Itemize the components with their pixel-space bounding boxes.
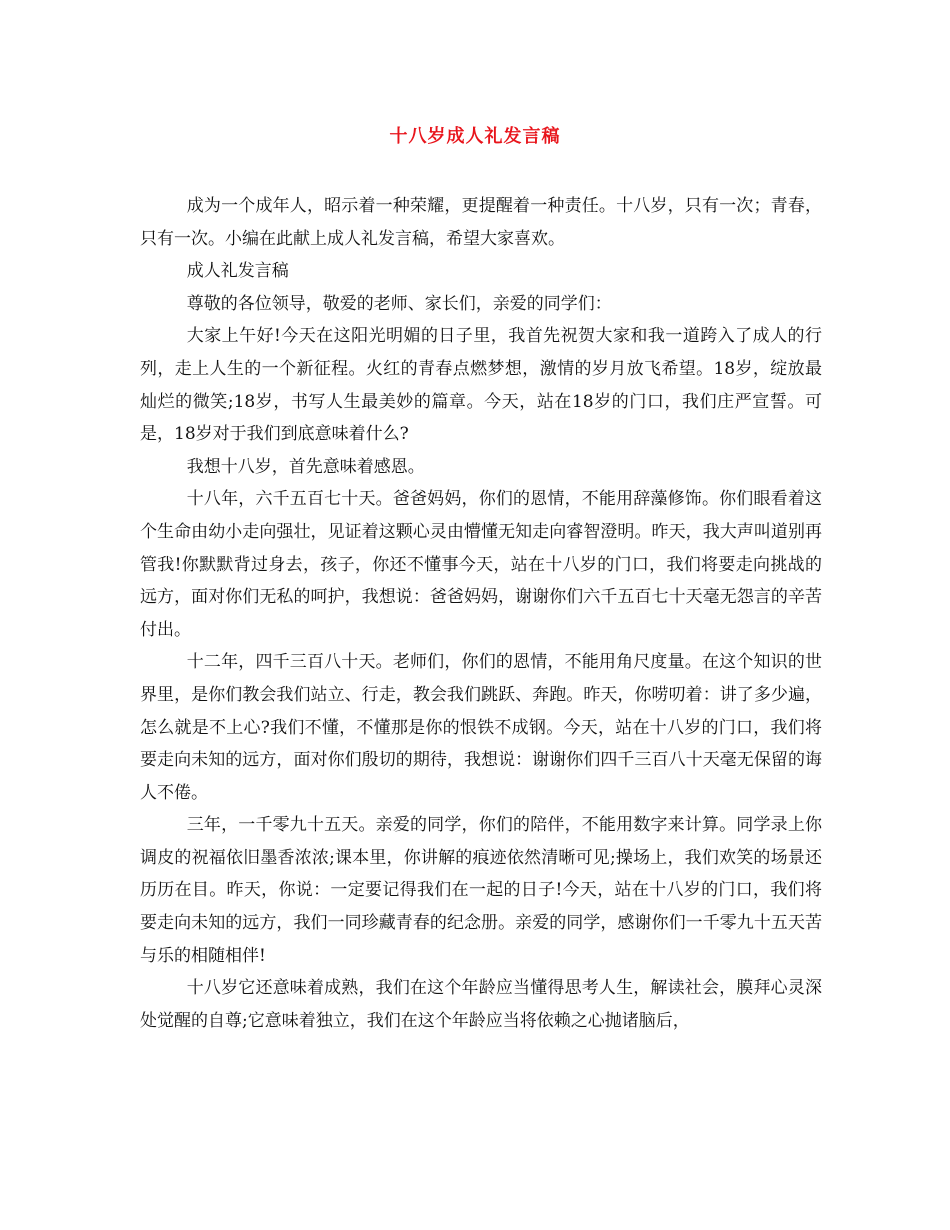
paragraph-intro: 成为一个成年人，昭示着一种荣耀，更提醒着一种责任。十八岁，只有一次；青春，只有一次。小编在此献上成人礼发言稿，希望大家喜欢。 [140,196,822,249]
paragraph-classmates: 三年，一千零九十五天。亲爱的同学，你们的陪伴，不能用数字来计算。同学录上你调皮的祝福依旧墨香浓浓;课本里，你讲解的痕迹依然清晰可见;操场上，我们欢笑的场景还历历在目。昨天，你说：一定要记得我们在一起的日子!今天，站在十八岁的门口，我们将要走向未知的远方，我们一同珍藏青春的纪念册。亲爱的同学，感谢你们一千零九十五天苦与乐的相随相伴! [140,815,822,966]
paragraph-salutation: 尊敬的各位领导，敬爱的老师、家长们，亲爱的同学们： [186,293,612,314]
paragraph-parents: 十八年，六千五百七十天。爸爸妈妈，你们的恩情，不能用辞藻修饰。你们眼看着这个生命由幼小走向强壮，见证着这颗心灵由懵懂无知走向睿智澄明。昨天，我大声叫道别再管我!你默默背过身去，孩子，你还不懂事今天，站在十八岁的门口，我们将要走向挑战的远方，面对你们无私的呵护，我想说：爸爸妈妈，谢谢你们六千五百七十天毫无怨言的辛苦付出。 [140,489,822,640]
paragraph-maturity: 十八岁它还意味着成熟，我们在这个年龄应当懂得思考人生，解读社会，膜拜心灵深处觉醒的自尊;它意味着独立，我们在这个年龄应当将依赖之心抛诸脑后， [140,978,822,1031]
paragraph-subtitle: 成人礼发言稿 [186,261,289,282]
paragraph-gratitude-intro: 我想十八岁，首先意味着感恩。 [186,456,425,477]
paragraph-teachers: 十二年，四千三百八十天。老师们，你们的恩情，不能用角尺度量。在这个知识的世界里，是你们教会我们站立、行走，教会我们跳跃、奔跑。昨天，你唠叨着：讲了多少遍，怎么就是不上心?我们不懂，不懂那是你的恨铁不成钢。今天，站在十八岁的门口，我们将要走向未知的远方，面对你们殷切的期待，我想说：谢谢你们四千三百八十天毫无保留的诲人不倦。 [140,652,822,803]
document-body [140,190,822,1037]
document-title: 十八岁成人礼发言稿 [389,126,561,147]
paragraph-greeting: 大家上午好!今天在这阳光明媚的日子里，我首先祝贺大家和我一道跨入了成人的行列，走上人生的一个新征程。火红的青春点燃梦想，激情的岁月放飞希望。18岁，绽放最灿烂的微笑;18岁，书写人生最美妙的篇章。今天，站在18岁的门口，我们庄严宣誓。可是，18岁对于我们到底意味着什么? [140,326,822,445]
